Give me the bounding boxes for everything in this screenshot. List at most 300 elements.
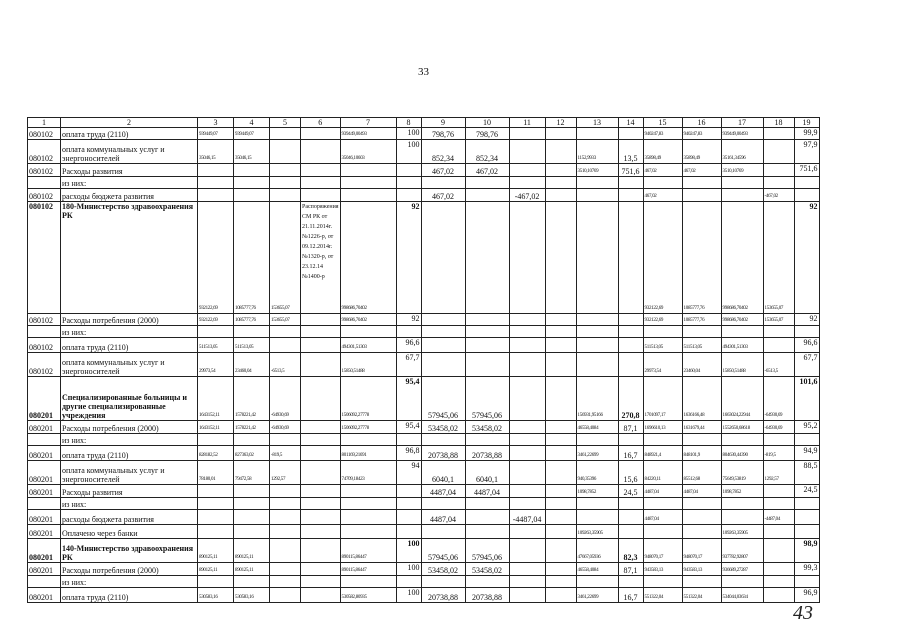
cell-value: 467,02 (643, 189, 682, 202)
cell-value: 801169,21691 (340, 446, 396, 461)
cell-value: 16,7 (618, 446, 643, 461)
cell-value: 827363,02 (234, 446, 270, 461)
cell-value: 57945,06 (465, 377, 509, 421)
cell-value: 932122,69 (643, 314, 682, 326)
cell-value (301, 498, 341, 510)
column-number: 15 (643, 118, 682, 128)
cell-value: 35898,49 (643, 140, 682, 164)
row-label: Расходы потребления (2000) (61, 421, 198, 434)
cell-value (618, 338, 643, 353)
cell-value: 937782,92807 (721, 539, 763, 563)
cell-value: 92 (794, 202, 819, 314)
cell-value (794, 326, 819, 338)
cell-value: 4487,04 (421, 485, 465, 498)
table-row (28, 326, 820, 338)
cell-value (340, 189, 396, 202)
cell-value: 932122,69 (643, 202, 682, 314)
cell-value (545, 498, 576, 510)
cell-value: 939449,00493 (721, 128, 763, 140)
cell-value (509, 588, 545, 603)
cell-value (234, 326, 270, 338)
cell-value: 1578221,42 (234, 421, 270, 434)
table-row (28, 510, 820, 525)
table-row (28, 353, 820, 377)
column-number: 13 (576, 118, 618, 128)
cell-value (301, 461, 341, 485)
cell-value (421, 434, 465, 446)
cell-value (270, 189, 301, 202)
cell-value (465, 510, 509, 525)
cell-value: 57945,06 (465, 539, 509, 563)
cell-value (721, 510, 763, 525)
cell-value: 92 (794, 314, 819, 326)
cell-value (545, 326, 576, 338)
cell-value (618, 128, 643, 140)
row-label: Специализированные больницы и другие специализированные учреждения (61, 377, 198, 421)
cell-value (643, 525, 682, 539)
cell-value (270, 563, 301, 576)
column-number: 17 (721, 118, 763, 128)
cell-value: 85512,68 (682, 461, 721, 485)
cell-value (618, 326, 643, 338)
cell-value: 92 (396, 314, 421, 326)
cell-value (576, 498, 618, 510)
cell-value: 3461,22699 (576, 588, 618, 603)
cell-value (340, 510, 396, 525)
cell-value: 95,2 (794, 421, 819, 434)
cell-value: 20738,88 (421, 446, 465, 461)
cell-value: 494301,51303 (340, 338, 396, 353)
cell-value: -64930,69 (763, 377, 794, 421)
cell-value (421, 525, 465, 539)
row-label: из них: (61, 434, 198, 446)
cell-value (301, 128, 341, 140)
cell-value: 551322,04 (643, 588, 682, 603)
cell-value: 153655,07 (270, 202, 301, 314)
cell-value: 156931,95166 (576, 377, 618, 421)
row-label: из них: (61, 576, 198, 588)
cell-value (234, 485, 270, 498)
cell-value (198, 498, 234, 510)
table-row (28, 338, 820, 353)
cell-value (465, 338, 509, 353)
cell-value (301, 421, 341, 434)
page-number: 33 (418, 66, 429, 78)
cell-value: -6513,5 (270, 353, 301, 377)
row-code: 080102 (28, 164, 61, 177)
cell-value (576, 510, 618, 525)
row-code: 080201 (28, 510, 61, 525)
cell-value (198, 326, 234, 338)
cell-value (576, 202, 618, 314)
cell-value: 852,34 (421, 140, 465, 164)
handwritten-page-number: 43 (793, 602, 813, 624)
row-label: из них: (61, 326, 198, 338)
cell-value (421, 202, 465, 314)
cell-value: 24,5 (794, 485, 819, 498)
column-number: 2 (61, 118, 198, 128)
cell-value (301, 164, 341, 177)
cell-value (794, 510, 819, 525)
cell-value (763, 485, 794, 498)
cell-value: -467,02 (509, 189, 545, 202)
cell-value: Распоряжения СМ РК от 21.11.2014г. №1226-р, от 09.12.2014г. №1320-р, от 23.12.14 №1400-р (301, 202, 341, 314)
cell-value (396, 498, 421, 510)
cell-value: 6040,1 (421, 461, 465, 485)
cell-value (270, 485, 301, 498)
cell-value (270, 128, 301, 140)
cell-value (794, 189, 819, 202)
cell-value (509, 434, 545, 446)
cell-value (465, 314, 509, 326)
cell-value (270, 525, 301, 539)
row-label: из них: (61, 498, 198, 510)
cell-value: -6513,5 (763, 353, 794, 377)
cell-value (545, 421, 576, 434)
cell-value: 67,7 (396, 353, 421, 377)
cell-value (509, 202, 545, 314)
cell-value (270, 576, 301, 588)
cell-value: 890125,11 (198, 563, 234, 576)
cell-value: 35046,15 (234, 140, 270, 164)
cell-value: 79472,58 (234, 461, 270, 485)
table-row (28, 485, 820, 498)
cell-value (301, 510, 341, 525)
cell-value (576, 314, 618, 326)
cell-value: 100 (396, 128, 421, 140)
cell-value: 998686,70402 (340, 314, 396, 326)
cell-value (340, 326, 396, 338)
cell-value (682, 576, 721, 588)
cell-value: 511513,05 (234, 338, 270, 353)
cell-value (421, 338, 465, 353)
cell-value: 100 (396, 588, 421, 603)
cell-value (270, 498, 301, 510)
cell-value: 15850,51488 (340, 353, 396, 377)
cell-value (763, 140, 794, 164)
cell-value (421, 326, 465, 338)
cell-value: 35898,49 (682, 140, 721, 164)
cell-value (465, 576, 509, 588)
row-code: 080201 (28, 446, 61, 461)
cell-value (763, 326, 794, 338)
column-number-row (28, 118, 820, 128)
cell-value: 1085777,76 (682, 202, 721, 314)
cell-value: 530583,16 (234, 588, 270, 603)
cell-value: 96,6 (396, 338, 421, 353)
cell-value: 494301,51303 (721, 338, 763, 353)
cell-value (198, 177, 234, 189)
table-row (28, 140, 820, 164)
row-code: 080201 (28, 485, 61, 498)
cell-value (301, 434, 341, 446)
row-code: 080201 (28, 421, 61, 434)
cell-value: 998686,70402 (721, 314, 763, 326)
column-number: 18 (763, 118, 794, 128)
cell-value (340, 525, 396, 539)
table-row (28, 164, 820, 177)
cell-value (794, 498, 819, 510)
cell-value (794, 177, 819, 189)
cell-value: 13,5 (618, 140, 643, 164)
cell-value: 852,34 (465, 140, 509, 164)
column-number: 9 (421, 118, 465, 128)
cell-value (198, 189, 234, 202)
cell-value (396, 164, 421, 177)
cell-value (643, 177, 682, 189)
cell-value (509, 563, 545, 576)
cell-value: 530582,80935 (340, 588, 396, 603)
cell-value: 94 (396, 461, 421, 485)
cell-value (198, 576, 234, 588)
cell-value: 530583,16 (198, 588, 234, 603)
cell-value: 467,02 (421, 189, 465, 202)
cell-value (340, 177, 396, 189)
cell-value: 1643152,11 (198, 421, 234, 434)
table-row (28, 421, 820, 434)
cell-value (618, 177, 643, 189)
cell-value (270, 539, 301, 563)
cell-value: 1631679,44 (682, 421, 721, 434)
cell-value: 100 (396, 140, 421, 164)
cell-value (763, 164, 794, 177)
row-label: 180-Министерство здравоохранения РК (61, 202, 198, 314)
cell-value: 998686,70402 (721, 202, 763, 314)
row-code: 080102 (28, 353, 61, 377)
row-code: 080201 (28, 525, 61, 539)
cell-value (509, 421, 545, 434)
cell-value (509, 525, 545, 539)
cell-value: 1292,57 (763, 461, 794, 485)
cell-value (618, 510, 643, 525)
cell-value (234, 177, 270, 189)
cell-value: 53458,02 (421, 563, 465, 576)
cell-value (301, 377, 341, 421)
cell-value: 4487,04 (643, 485, 682, 498)
cell-value (545, 338, 576, 353)
cell-value (301, 326, 341, 338)
column-number: 5 (270, 118, 301, 128)
row-code (28, 576, 61, 588)
cell-value: 890125,11 (234, 563, 270, 576)
column-number: 10 (465, 118, 509, 128)
cell-value: 1098,7852 (576, 485, 618, 498)
cell-value: 1636166,48 (682, 377, 721, 421)
cell-value: 939449,07 (198, 128, 234, 140)
cell-value: 95,4 (396, 421, 421, 434)
cell-value (682, 189, 721, 202)
cell-value (421, 314, 465, 326)
cell-value: 798,76 (465, 128, 509, 140)
cell-value: 932122,69 (198, 202, 234, 314)
table-row (28, 588, 820, 603)
cell-value (545, 377, 576, 421)
cell-value: 95,4 (396, 377, 421, 421)
cell-value (794, 576, 819, 588)
cell-value (545, 525, 576, 539)
cell-value (396, 326, 421, 338)
row-label: расходы бюджета развития (61, 189, 198, 202)
cell-value (509, 539, 545, 563)
cell-value (763, 177, 794, 189)
cell-value (509, 164, 545, 177)
cell-value (545, 164, 576, 177)
cell-value: 78180,01 (198, 461, 234, 485)
cell-value: 87,1 (618, 563, 643, 576)
cell-value: 84220,11 (643, 461, 682, 485)
cell-value (301, 189, 341, 202)
cell-value: 109263,35905 (721, 525, 763, 539)
cell-value (509, 177, 545, 189)
cell-value: 6040,1 (465, 461, 509, 485)
cell-value (545, 576, 576, 588)
cell-value (301, 588, 341, 603)
table-row (28, 446, 820, 461)
cell-value (465, 353, 509, 377)
cell-value (576, 338, 618, 353)
cell-value (421, 353, 465, 377)
cell-value (576, 434, 618, 446)
cell-value (234, 498, 270, 510)
table-row (28, 576, 820, 588)
row-code: 080102 (28, 314, 61, 326)
cell-value (465, 326, 509, 338)
cell-value (763, 434, 794, 446)
cell-value (234, 510, 270, 525)
cell-value: 940,35396 (576, 461, 618, 485)
row-code (28, 326, 61, 338)
cell-value (721, 326, 763, 338)
cell-value: 1152,9933 (576, 140, 618, 164)
row-label: Расходы потребления (2000) (61, 314, 198, 326)
cell-value (682, 525, 721, 539)
cell-value: 943583,13 (643, 563, 682, 576)
cell-value (270, 434, 301, 446)
cell-value: 96,9 (794, 588, 819, 603)
cell-value: 53458,02 (465, 563, 509, 576)
cell-value: 24,5 (618, 485, 643, 498)
cell-value (763, 588, 794, 603)
cell-value: 751,6 (794, 164, 819, 177)
cell-value: 29973,54 (643, 353, 682, 377)
cell-value (682, 177, 721, 189)
cell-value (643, 576, 682, 588)
cell-value (763, 525, 794, 539)
cell-value (509, 498, 545, 510)
cell-value (421, 498, 465, 510)
cell-value (301, 338, 341, 353)
cell-value (545, 140, 576, 164)
row-code: 080201 (28, 461, 61, 485)
cell-value (545, 510, 576, 525)
cell-value (545, 485, 576, 498)
row-code: 080102 (28, 189, 61, 202)
row-label: Расходы развития (61, 485, 198, 498)
cell-value (198, 434, 234, 446)
cell-value: 88,5 (794, 461, 819, 485)
cell-value (509, 326, 545, 338)
cell-value (340, 576, 396, 588)
cell-value (545, 588, 576, 603)
row-label: Расходы потребления (2000) (61, 563, 198, 576)
cell-value: 29973,54 (198, 353, 234, 377)
cell-value (234, 189, 270, 202)
column-number: 14 (618, 118, 643, 128)
cell-value (763, 576, 794, 588)
cell-value: -64930,69 (270, 377, 301, 421)
cell-value (396, 485, 421, 498)
cell-value (576, 177, 618, 189)
table-row (28, 377, 820, 421)
cell-value (618, 314, 643, 326)
cell-value: 153655,07 (763, 202, 794, 314)
table-row (28, 189, 820, 202)
cell-value (545, 128, 576, 140)
row-label: оплата коммунальных услуг и энергоносителей (61, 353, 198, 377)
cell-value (721, 177, 763, 189)
cell-value (618, 189, 643, 202)
cell-value: 4487,04 (465, 485, 509, 498)
cell-value: 1098,7852 (721, 485, 763, 498)
cell-value (763, 563, 794, 576)
cell-value: 87,1 (618, 421, 643, 434)
cell-value: 53458,02 (421, 421, 465, 434)
cell-value (301, 353, 341, 377)
cell-value (465, 189, 509, 202)
cell-value (301, 446, 341, 461)
cell-value (340, 434, 396, 446)
row-code: 080102 (28, 128, 61, 140)
cell-value: 948070,17 (682, 539, 721, 563)
cell-value: 3510,10769 (576, 164, 618, 177)
cell-value: 94,9 (794, 446, 819, 461)
cell-value: 936689,27287 (721, 563, 763, 576)
cell-value (545, 202, 576, 314)
cell-value (509, 485, 545, 498)
cell-value (340, 498, 396, 510)
cell-value (340, 485, 396, 498)
cell-value: 4487,04 (421, 510, 465, 525)
cell-value (198, 525, 234, 539)
cell-value: 153655,07 (270, 314, 301, 326)
cell-value (234, 164, 270, 177)
cell-value (643, 498, 682, 510)
cell-value (545, 446, 576, 461)
cell-value: 939449,07 (234, 128, 270, 140)
cell-value (618, 202, 643, 314)
table-row (28, 563, 820, 576)
cell-value (545, 461, 576, 485)
cell-value (421, 177, 465, 189)
cell-value (545, 314, 576, 326)
cell-value: 92 (396, 202, 421, 314)
cell-value (396, 525, 421, 539)
row-label: расходы бюджета развития (61, 510, 198, 525)
cell-value (340, 164, 396, 177)
table-row (28, 434, 820, 446)
cell-value: 948070,17 (643, 539, 682, 563)
cell-value (618, 498, 643, 510)
cell-value (509, 446, 545, 461)
cell-value: 20738,88 (465, 588, 509, 603)
cell-value: 1292,57 (270, 461, 301, 485)
cell-value: 99,3 (794, 563, 819, 576)
row-label: из них: (61, 177, 198, 189)
cell-value (682, 434, 721, 446)
cell-value (234, 434, 270, 446)
cell-value (198, 510, 234, 525)
column-number: 1 (28, 118, 61, 128)
